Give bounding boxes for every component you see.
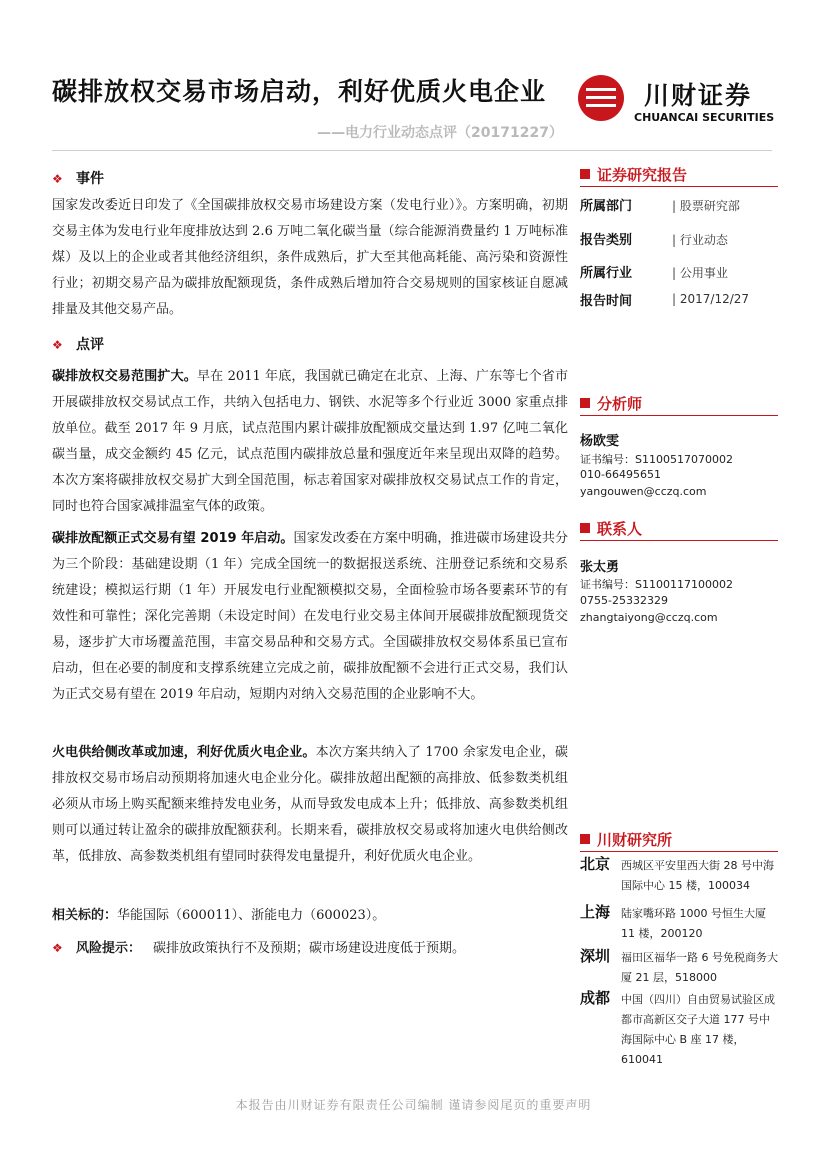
- sidebar-divider: [580, 415, 778, 416]
- info-label: 所属行业: [580, 266, 633, 281]
- comment-paragraph-2: 碳排放配额正式交易有望 2019 年启动。国家发改委在方案中明确，推进碳市场建设共分为三个阶段：基础建设期（1 年）完成全国统一的数据报送系统、注册登记系统和交易系统建设；模拟运行期（1 年）开展发电行业配额模拟交易，全面检验市场各要素环节的有效性和可靠性；深化完善期（未设定时间）在发电行业交易主体间开展碳排放配额现货交易，逐步扩大市场覆盖范围，丰富交易品种和交易方式。全国碳排放权交易体系虽已宣布启动，但在必要的制度和支撑系统建立完成之前，碳排放配额不会进行正式交易，我们认为正式交易有望在 2019 年启动，短期内对纳入交易范围的企业影响不大。: [52, 531, 568, 702]
- comment-paragraph-3: 火电供给侧改革或加速，利好优质火电企业。本次方案共纳入了 1700 余家发电企业，碳排放权交易市场启动预期将加速火电企业分化。碳排放超出配额的高排放、低参数类机组必须从市场上购买配额来维持发电业务，从而导致发电成本上升；低排放、高参数类机组则可以通过转让盈余的碳排放配额获利。长期来看，碳排放权交易或将加速火电供给侧改革，低排放、高参数类机组有望同时获得发电量提升，利好优质火电企业。: [52, 745, 568, 864]
- info-label: 报告时间: [580, 294, 633, 309]
- info-value: | 股票研究部: [672, 197, 740, 214]
- square-bullet-icon: [580, 834, 590, 844]
- page-footer: 本报告由川财证券有限责任公司编制 谨请参阅尾页的重要声明: [235, 1098, 592, 1112]
- diamond-bullet-icon: ❖: [52, 338, 63, 352]
- square-bullet-icon: [580, 523, 590, 533]
- event-heading: ❖ 事件: [52, 171, 104, 187]
- office-address: 陆家嘴环路 1000 号恒生大厦 11 楼，200120: [621, 907, 766, 940]
- sidebar-divider: [580, 540, 778, 541]
- paragraph-lead: 碳排放配额正式交易有望 2019 年启动。: [52, 531, 294, 546]
- square-bullet-icon: [580, 398, 590, 408]
- analyst-email[interactable]: yangouwen@cczq.com: [580, 485, 707, 498]
- contact-cert: 证书编号：S1100117100002: [580, 578, 733, 591]
- brand-name-en: CHUANCAI SECURITIES: [634, 111, 775, 124]
- sidebar-divider: [580, 851, 778, 852]
- related-stocks: 相关标的：华能国际（600011）、浙能电力（600023）。: [52, 908, 386, 923]
- contact-email[interactable]: zhangtaiyong@cczq.com: [580, 611, 718, 624]
- report-subtitle: ——电力行业动态点评（20171227）: [317, 125, 563, 141]
- info-value: | 行业动态: [672, 231, 728, 248]
- office-address: 西城区平安里西大街 28 号中海国际中心 15 楼，100034: [621, 859, 774, 892]
- comment-heading: ❖ 点评: [52, 337, 104, 353]
- contact-heading: 联系人: [580, 518, 642, 539]
- header-divider: [52, 150, 772, 151]
- sidebar-divider: [580, 186, 778, 187]
- risk-warning: ❖ 风险提示： 碳排放政策执行不及预期；碳市场建设进度低于预期。: [52, 938, 465, 959]
- paragraph-lead: 碳排放权交易范围扩大。: [52, 369, 197, 384]
- office-city: 深圳: [580, 947, 611, 965]
- info-label: 所属部门: [580, 199, 633, 214]
- office-city: 北京: [580, 855, 611, 873]
- square-bullet-icon: [580, 169, 590, 179]
- analyst-cert: 证书编号：S1100517070002: [580, 453, 733, 466]
- event-paragraph: 国家发改委近日印发了《全国碳排放权交易市场建设方案（发电行业）》。方案明确，初期交易主体为发电行业年度排放达到 2.6 万吨二氧化碳当量（综合能源消费量约 1 万吨标准煤）及以上的企业或者其他经济组织，条件成熟后，扩大至其他高耗能、高污染和资源性行业；初期交易产品为碳排放配额现货，条件成熟后增加符合交易规则的国家核证自愿减排量及其他交易产品。: [52, 198, 568, 317]
- report-title: 碳排放权交易市场启动，利好优质火电企业: [52, 77, 547, 106]
- contact-name: 张太勇: [580, 560, 620, 575]
- info-value: | 公用事业: [672, 264, 728, 281]
- info-label: 报告类别: [580, 233, 633, 248]
- office-address: 中国（四川）自由贸易试验区成都市高新区交子大道 177 号中海国际中心 B 座 17 楼，610041: [621, 993, 775, 1066]
- analyst-name: 杨欧雯: [580, 434, 620, 449]
- office-city: 成都: [580, 989, 611, 1007]
- diamond-bullet-icon: ❖: [52, 172, 63, 186]
- brand-name-cn: 川财证券: [644, 81, 753, 110]
- comment-paragraph-1: 碳排放权交易范围扩大。早在 2011 年底，我国就已确定在北京、上海、广东等七个省市开展碳排放权交易试点工作，共纳入包括电力、钢铁、水泥等多个行业近 3000 家重点排放单位。截至 2017 年 9 月底，试点范围内累计碳排放配额成交量达到 1.97 亿吨二氧化碳当量，成交金额约 45 亿元，试点范围内碳排放总量和强度近年来呈现出双降的趋势。本次方案将碳排放权交易扩大到全国范围，标志着国家对碳排放权交易试点工作的肯定，同时也符合国家减排温室气体的政策。: [52, 369, 568, 514]
- report-info-heading: 证券研究报告: [580, 164, 687, 185]
- info-value: | 2017/12/27: [672, 292, 749, 306]
- analyst-phone: 010-66495651: [580, 468, 661, 481]
- office-city: 上海: [580, 903, 611, 921]
- office-address: 福田区福华一路 6 号免税商务大厦 21 层，518000: [621, 951, 778, 984]
- diamond-bullet-icon: ❖: [52, 941, 63, 955]
- institute-heading: 川财研究所: [580, 829, 672, 850]
- analyst-heading: 分析师: [580, 393, 642, 414]
- brand-logo-icon: [578, 75, 624, 121]
- paragraph-lead: 火电供给侧改革或加速，利好优质火电企业。: [52, 745, 316, 760]
- contact-phone: 0755-25332329: [580, 594, 668, 607]
